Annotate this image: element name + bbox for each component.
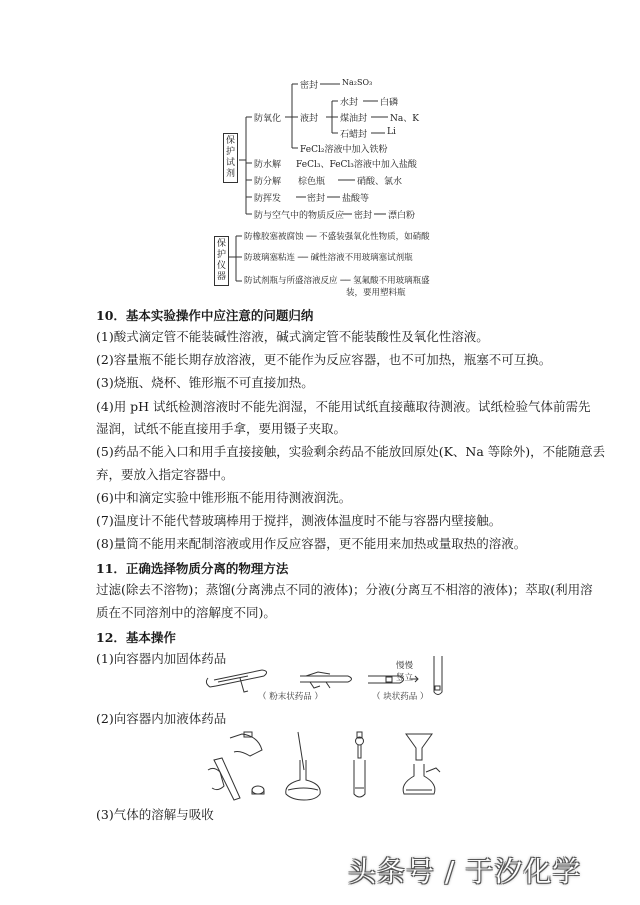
anti-hydrolysis-label: 防水解 (254, 160, 282, 170)
kerosene-seal-label: 煤油封 (340, 114, 368, 124)
na2so3-label: Na₂SO₃ (342, 78, 373, 87)
section-12-sub-2: (2)向容器内加液体药品 (96, 711, 227, 726)
section-10-item-6: (6)中和滴定实验中锥形瓶不能用待测液润洗。 (96, 490, 352, 505)
water-seal-label: 水封 (340, 98, 359, 108)
anti-air-label: 防与空气中的物质反应 (254, 211, 345, 221)
section-11-text-a: 过滤(除去不溶物)；蒸馏(分离沸点不同的液体)；分液(分离互不相溶的液体)；萃取(利用溶 (96, 582, 593, 597)
glass-plug-label: 防玻璃塞粘连 ── 碱性溶液不用玻璃塞试剂瓶 (244, 253, 413, 263)
section-10-item-4b: 湿润，试纸不能直接用手拿，要用镊子夹取。 (96, 421, 347, 436)
rubber-plug-label: 防橡胶塞被腐蚀 ── 不盛装强氧化性物质，如硝酸 (244, 232, 430, 242)
volumetric-flask-icon (286, 732, 320, 800)
watermark-text: 头条号 / 于汐化学 (348, 855, 582, 888)
powder-tube-2-icon (300, 672, 352, 688)
bleach-label: 漂白粉 (388, 211, 416, 221)
section-10-item-2: (2)容量瓶不能长期存放溶液，更不能作为反应容器，也不可加热，瓶塞不可互换。 (96, 352, 552, 367)
dropper-tube-icon (354, 732, 365, 797)
volatile-sealed-label: 密封 (307, 194, 326, 204)
section-10-item-5b: 弃，要放入指定容器中。 (96, 467, 234, 482)
section-10-item-5a: (5)药品不能入口和用手直接接触，实验剩余药品不能放回原处(K、Na 等除外)，不能随意丢 (96, 444, 606, 459)
liquid-reagent-illustration (200, 730, 460, 802)
section-11-text-b: 质在不同溶剂中的溶解度不同)。 (96, 605, 276, 620)
section-10-title: 10．基本实验操作中应注意的问题归纳 (96, 308, 314, 323)
powder-caption: （ 粉末状药品 ） (258, 692, 323, 702)
anti-volatile-label: 防挥发 (254, 194, 282, 204)
funnel-flask-icon (403, 734, 440, 794)
nitric-chlorine-label: 硝酸、氯水 (357, 177, 403, 187)
na-k-label: Na、K (390, 114, 419, 124)
liquid-seal-label: 液封 (300, 114, 319, 124)
slow-upright-label-1: 慢慢 (396, 661, 414, 671)
bottle-reaction-label-1: 防试剂瓶与所盛溶液反应 ── 氢氟酸不用玻璃瓶盛 (244, 276, 430, 286)
section-12-title: 12．基本操作 (96, 630, 176, 645)
anti-decomposition-label: 防分解 (254, 177, 282, 187)
bottle-reaction-label-2: 装，要用塑料瓶 (346, 288, 406, 298)
reagent-root-label: 保护试剂 (223, 133, 238, 183)
anti-oxidation-label: 防氧化 (254, 114, 282, 124)
sealed-label: 密封 (300, 81, 319, 91)
pouring-bottle-icon (208, 732, 264, 800)
brown-bottle-label: 棕色瓶 (298, 177, 326, 187)
section-11-title: 11．正确选择物质分离的物理方法 (96, 561, 289, 576)
fecl2-iron-label: FeCl₂溶液中加入铁粉 (300, 145, 388, 155)
hcl-label: 盐酸等 (342, 194, 370, 204)
block-caption: （ 块状药品 ） (372, 692, 429, 702)
air-sealed-label: 密封 (354, 211, 373, 221)
section-10-item-4a: (4)用 pH 试纸检测溶液时不能先润湿，不能用试纸直接蘸取待测液。试纸检验气体前需先 (96, 399, 591, 414)
slow-upright-label-2: 竖立 (396, 673, 414, 683)
section-10-item-3: (3)烧瓶、烧杯、锥形瓶不可直接加热。 (96, 375, 314, 390)
instrument-root-label: 保护仪器 (214, 236, 229, 286)
hydrolysis-detail-label: FeCl₃、FeCl₃溶液中加入盐酸 (296, 160, 417, 170)
li-label: Li (387, 127, 396, 137)
section-10-item-1: (1)酸式滴定管不能装碱性溶液，碱式滴定管不能装酸性及氧化性溶液。 (96, 329, 489, 344)
section-10-item-7: (7)温度计不能代替玻璃棒用于搅拌，测液体温度时不能与容器内壁接触。 (96, 513, 502, 528)
section-10-item-8: (8)量筒不能用来配制溶液或用作反应容器，更不能用来加热或量取热的溶液。 (96, 536, 527, 551)
powder-tube-1-icon (206, 670, 266, 692)
paraffin-seal-label: 石蜡封 (340, 130, 368, 140)
section-12-sub-3: (3)气体的溶解与吸收 (96, 807, 214, 822)
white-phosphorus-label: 白磷 (380, 98, 399, 108)
section-12-sub-1: (1)向容器内加固体药品 (96, 651, 227, 666)
